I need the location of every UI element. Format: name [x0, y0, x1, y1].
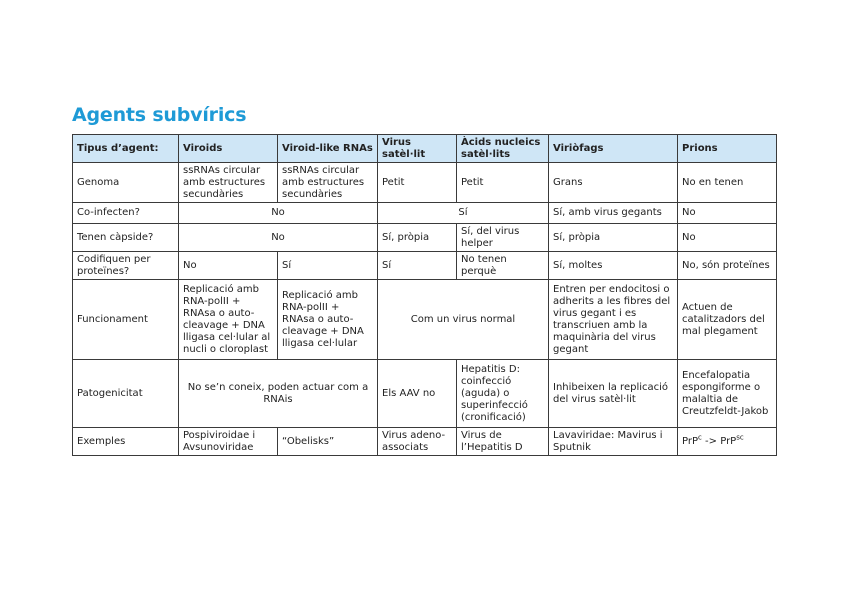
- table-cell: Els AAV no: [378, 360, 457, 428]
- table-cell: Encefalopatia espongiforme o malaltia de Creutzfeldt-Jakob: [678, 360, 777, 428]
- table-cell: No: [179, 252, 278, 280]
- table-cell: ssRNAs circular amb estructures secundàries: [278, 163, 378, 203]
- table-cell: Sí, del virus helper: [457, 224, 549, 252]
- table-cell: Sí, moltes: [549, 252, 678, 280]
- header-viroid-like: Viroid-like RNAs: [278, 135, 378, 163]
- subviral-agents-table: [72, 134, 777, 456]
- table-cell: No tenen perquè: [457, 252, 549, 280]
- table-cell: Virus adeno-associats: [378, 428, 457, 456]
- table-cell: Entren per endocitosi o adherits a les fibres del virus gegant i es transcriuen amb la maquinària del virus gegant: [549, 280, 678, 360]
- table-cell: Sí: [378, 252, 457, 280]
- table-cell: Inhibeixen la replicació del virus satèl·lit: [549, 360, 678, 428]
- row-label: Codifiquen per proteïnes?: [73, 252, 179, 280]
- header-acids-satellits: Àcids nucleics satèl·lits: [457, 135, 549, 163]
- header-viroids: Viroids: [179, 135, 278, 163]
- table-cell: Virus de l’Hepatitis D: [457, 428, 549, 456]
- header-agent-type: Tipus d’agent:: [73, 135, 179, 163]
- table-row: [73, 360, 777, 428]
- row-label: Co-infecten?: [73, 203, 179, 224]
- table-cell: No: [678, 224, 777, 252]
- table-row: [73, 428, 777, 456]
- row-label: Patogenicitat: [73, 360, 179, 428]
- table-cell: Sí: [378, 203, 549, 224]
- table-cell: Com un virus normal: [378, 280, 549, 360]
- table-cell: Pospiviroidae i Avsunoviridae: [179, 428, 278, 456]
- table-cell: Replicació amb RNA-polII + RNAsa o auto-cleavage + DNA lligasa cel·lular: [278, 280, 378, 360]
- table-cell: ssRNAs circular amb estructures secundàries: [179, 163, 278, 203]
- table-row: [73, 163, 777, 203]
- table-cell: No en tenen: [678, 163, 777, 203]
- prion-notation-cell: [678, 428, 777, 456]
- row-label: Exemples: [73, 428, 179, 456]
- header-virus-satellit: Virus satèl·lit: [378, 135, 457, 163]
- table-row: [73, 224, 777, 252]
- table-cell: Petit: [457, 163, 549, 203]
- table-cell: No se’n coneix, poden actuar com a RNAis: [179, 360, 378, 428]
- table-cell: No: [179, 203, 378, 224]
- page-title: Agents subvírics: [72, 104, 247, 126]
- table-cell: Grans: [549, 163, 678, 203]
- prion-superscript: c: [698, 433, 702, 442]
- table-cell: “Obelisks”: [278, 428, 378, 456]
- header-prions: Prions: [678, 135, 777, 163]
- prion-base: PrP: [682, 435, 698, 447]
- table-cell: Replicació amb RNA-polII + RNAsa o auto-cleavage + DNA lligasa cel·lular al nucli o cloroplast: [179, 280, 278, 360]
- table-row: [73, 252, 777, 280]
- table-cell: Sí, pròpia: [378, 224, 457, 252]
- table-cell: Hepatitis D: coinfecció (aguda) o superinfecció (cronificació): [457, 360, 549, 428]
- table-cell: Sí: [278, 252, 378, 280]
- header-viriofags: Viriòfags: [549, 135, 678, 163]
- table-cell: Sí, amb virus gegants: [549, 203, 678, 224]
- prion-arrow: ->: [701, 435, 721, 447]
- prion-base-scrapie: PrP: [720, 435, 737, 447]
- table-cell: No, són proteïnes: [678, 252, 777, 280]
- table-cell: Sí, pròpia: [549, 224, 678, 252]
- row-label: Tenen càpside?: [73, 224, 179, 252]
- table-row: [73, 280, 777, 360]
- row-label: Genoma: [73, 163, 179, 203]
- prion-superscript-scrapie: sc: [736, 433, 744, 442]
- table-cell: No: [678, 203, 777, 224]
- row-label: Funcionament: [73, 280, 179, 360]
- table-row: [73, 203, 777, 224]
- table-cell: Lavaviridae: Mavirus i Sputnik: [549, 428, 678, 456]
- table-cell: No: [179, 224, 378, 252]
- table-cell: Petit: [378, 163, 457, 203]
- header-row: [73, 135, 777, 163]
- table-cell: Actuen de catalitzadors del mal plegament: [678, 280, 777, 360]
